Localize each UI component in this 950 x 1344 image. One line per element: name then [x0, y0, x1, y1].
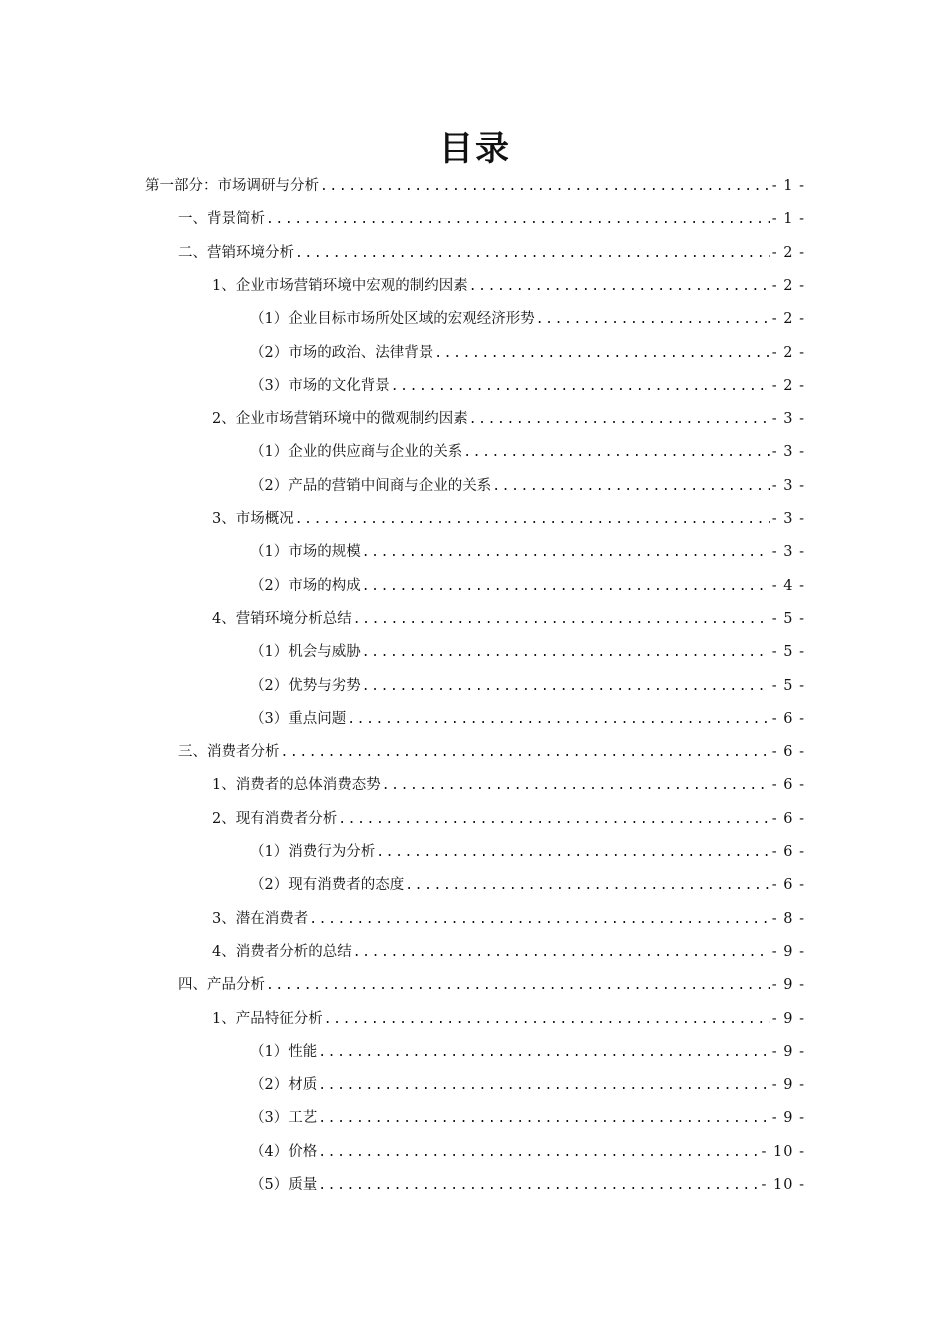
toc-entry-label: （5）质量: [250, 1177, 318, 1193]
toc-dot-leader: [346, 703, 770, 736]
toc-entry-label: （3）市场的文化背景: [250, 377, 390, 394]
toc-entry-label: 1、产品特征分析: [212, 1010, 323, 1027]
toc-page-number: - 9 -: [771, 943, 805, 960]
toc-entry-label: 四、产品分析: [178, 977, 265, 994]
toc-dot-leader: [535, 303, 770, 336]
toc-dot-leader: [468, 403, 770, 436]
toc-page-number: - 6 -: [771, 744, 805, 761]
toc-entry[interactable]: [250, 436, 805, 469]
toc-dot-leader: [491, 470, 770, 503]
toc-page-number: - 6 -: [771, 844, 805, 860]
toc-entry-label: （3）重点问题: [250, 710, 347, 727]
toc-dot-leader: [317, 1169, 759, 1202]
toc-page-number: - 1 -: [771, 178, 805, 194]
toc-page-number: - 9 -: [771, 977, 805, 994]
toc-entry[interactable]: [212, 1003, 805, 1036]
toc-entry[interactable]: [178, 969, 805, 1002]
toc-entry[interactable]: [250, 570, 805, 603]
toc-entry-label: （3）工艺: [250, 1110, 318, 1127]
toc-page-number: - 2 -: [771, 311, 805, 328]
toc-page-number: - 1 -: [771, 211, 805, 228]
toc-dot-leader: [390, 370, 770, 403]
toc-page-number: - 5 -: [771, 610, 805, 627]
toc-entry[interactable]: [212, 769, 805, 802]
toc-entry-label: 4、营销环境分析总结: [212, 610, 352, 627]
toc-page-number: - 9 -: [771, 1043, 805, 1060]
toc-dot-leader: [317, 1136, 759, 1169]
toc-entry[interactable]: [250, 1036, 805, 1069]
toc-entry-label: （2）产品的营销中间商与企业的关系: [250, 477, 492, 494]
toc-entry[interactable]: [250, 1069, 805, 1102]
toc-entry-label: 2、现有消费者分析: [212, 810, 338, 827]
page-title: 目录: [439, 129, 511, 169]
toc-dot-leader: [337, 803, 770, 836]
toc-page-number: - 3 -: [771, 477, 805, 494]
toc-page-number: - 2 -: [771, 377, 805, 394]
toc-dot-leader: [361, 670, 770, 703]
toc-entry[interactable]: [250, 1102, 805, 1135]
toc-entry[interactable]: [212, 936, 805, 969]
toc-entry[interactable]: [145, 170, 805, 203]
toc-entry[interactable]: [178, 237, 805, 270]
toc-entry[interactable]: [250, 303, 805, 336]
toc-entry-label: 2、企业市场营销环境中的微观制约因素: [212, 411, 468, 428]
toc-entry[interactable]: [250, 1169, 805, 1202]
toc-entry-label: （2）市场的政治、法律背景: [250, 344, 434, 361]
toc-dot-leader: [433, 337, 770, 370]
toc-entry-label: 第一部分：市场调研与分析: [145, 178, 319, 194]
toc-entry[interactable]: [250, 636, 805, 669]
toc-page-number: - 10 -: [761, 1143, 805, 1160]
toc-page-number: - 10 -: [761, 1177, 805, 1193]
toc-entry-label: （2）优势与劣势: [250, 677, 361, 694]
toc-entry[interactable]: [250, 470, 805, 503]
toc-entry[interactable]: [212, 503, 805, 536]
toc-page-number: - 6 -: [771, 777, 805, 794]
toc-entry[interactable]: [250, 337, 805, 370]
toc-entry-label: （1）企业目标市场所处区域的宏观经济形势: [250, 311, 535, 328]
toc-entry-label: （4）价格: [250, 1143, 318, 1160]
toc-dot-leader: [352, 936, 770, 969]
toc-page-number: - 9 -: [771, 1010, 805, 1027]
toc-dot-leader: [381, 769, 770, 802]
toc-page-number: - 9 -: [771, 1077, 805, 1094]
toc-dot-leader: [361, 570, 770, 603]
toc-page-number: - 2 -: [771, 244, 805, 261]
toc-entry-label: （2）材质: [250, 1077, 318, 1094]
toc-dot-leader: [317, 1036, 770, 1069]
toc-dot-leader: [317, 1102, 770, 1135]
toc-page-number: - 3 -: [771, 544, 805, 561]
toc-entry-label: （1）市场的规模: [250, 544, 361, 561]
toc-entry[interactable]: [212, 603, 805, 636]
toc-entry[interactable]: [250, 536, 805, 569]
toc-entry-label: （1）消费行为分析: [250, 844, 376, 860]
toc-entry-label: 4、消费者分析的总结: [212, 943, 352, 960]
toc-dot-leader: [265, 203, 770, 236]
toc-dot-leader: [323, 1003, 770, 1036]
toc-entry[interactable]: [250, 703, 805, 736]
toc-page-number: - 8 -: [771, 910, 805, 927]
toc-entry-label: 3、市场概况: [212, 511, 294, 527]
toc-dot-leader: [317, 1069, 770, 1102]
toc-page-number: - 5 -: [771, 644, 805, 661]
toc-page-number: - 3 -: [771, 511, 805, 527]
toc-dot-leader: [352, 603, 770, 636]
toc-page-number: - 6 -: [771, 877, 805, 894]
toc-entry-label: 3、潜在消费者: [212, 910, 309, 927]
toc-entry[interactable]: [212, 903, 805, 936]
toc-page-number: - 2 -: [771, 344, 805, 361]
toc-page-number: - 6 -: [771, 710, 805, 727]
toc-dot-leader: [319, 170, 770, 203]
toc-entry-label: 1、企业市场营销环境中宏观的制约因素: [212, 277, 468, 294]
toc-entry[interactable]: [250, 370, 805, 403]
toc-page-number: - 3 -: [771, 411, 805, 428]
toc-dot-leader: [294, 237, 770, 270]
toc-dot-leader: [404, 869, 770, 902]
toc-entry-label: 二、营销环境分析: [178, 244, 294, 261]
toc-entry-label: 1、消费者的总体消费态势: [212, 777, 381, 794]
toc-dot-leader: [294, 503, 770, 536]
toc-entry-label: （1）性能: [250, 1043, 318, 1060]
toc-entry-label: （2）现有消费者的态度: [250, 877, 405, 894]
toc-entry[interactable]: [178, 736, 805, 769]
toc-page-number: - 6 -: [771, 810, 805, 827]
toc-page-number: - 4 -: [771, 577, 805, 594]
toc-entry-label: （1）机会与威胁: [250, 644, 361, 661]
toc-dot-leader: [265, 969, 770, 1002]
toc-entry-label: 三、消费者分析: [178, 744, 280, 761]
toc-entry[interactable]: [212, 270, 805, 303]
toc-page-number: - 2 -: [771, 277, 805, 294]
toc-entry-label: （2）市场的构成: [250, 577, 361, 594]
toc-entry-label: 一、背景简析: [178, 211, 265, 228]
toc-entry[interactable]: [212, 803, 805, 836]
toc-entry[interactable]: [212, 403, 805, 436]
toc-dot-leader: [375, 836, 770, 869]
toc-entry[interactable]: [178, 203, 805, 236]
toc-entry[interactable]: [250, 1136, 805, 1169]
toc-entry[interactable]: [250, 670, 805, 703]
toc-page-number: - 5 -: [771, 677, 805, 694]
toc-page-number: - 9 -: [771, 1110, 805, 1127]
toc-entry[interactable]: [250, 836, 805, 869]
toc-entry-label: （1）企业的供应商与企业的关系: [250, 444, 463, 461]
toc-dot-leader: [361, 636, 770, 669]
toc-entry[interactable]: [250, 869, 805, 902]
toc-dot-leader: [308, 903, 770, 936]
toc-dot-leader: [462, 436, 770, 469]
toc-dot-leader: [361, 536, 770, 569]
toc-page-number: - 3 -: [771, 444, 805, 461]
toc-dot-leader: [280, 736, 770, 769]
toc-dot-leader: [468, 270, 770, 303]
